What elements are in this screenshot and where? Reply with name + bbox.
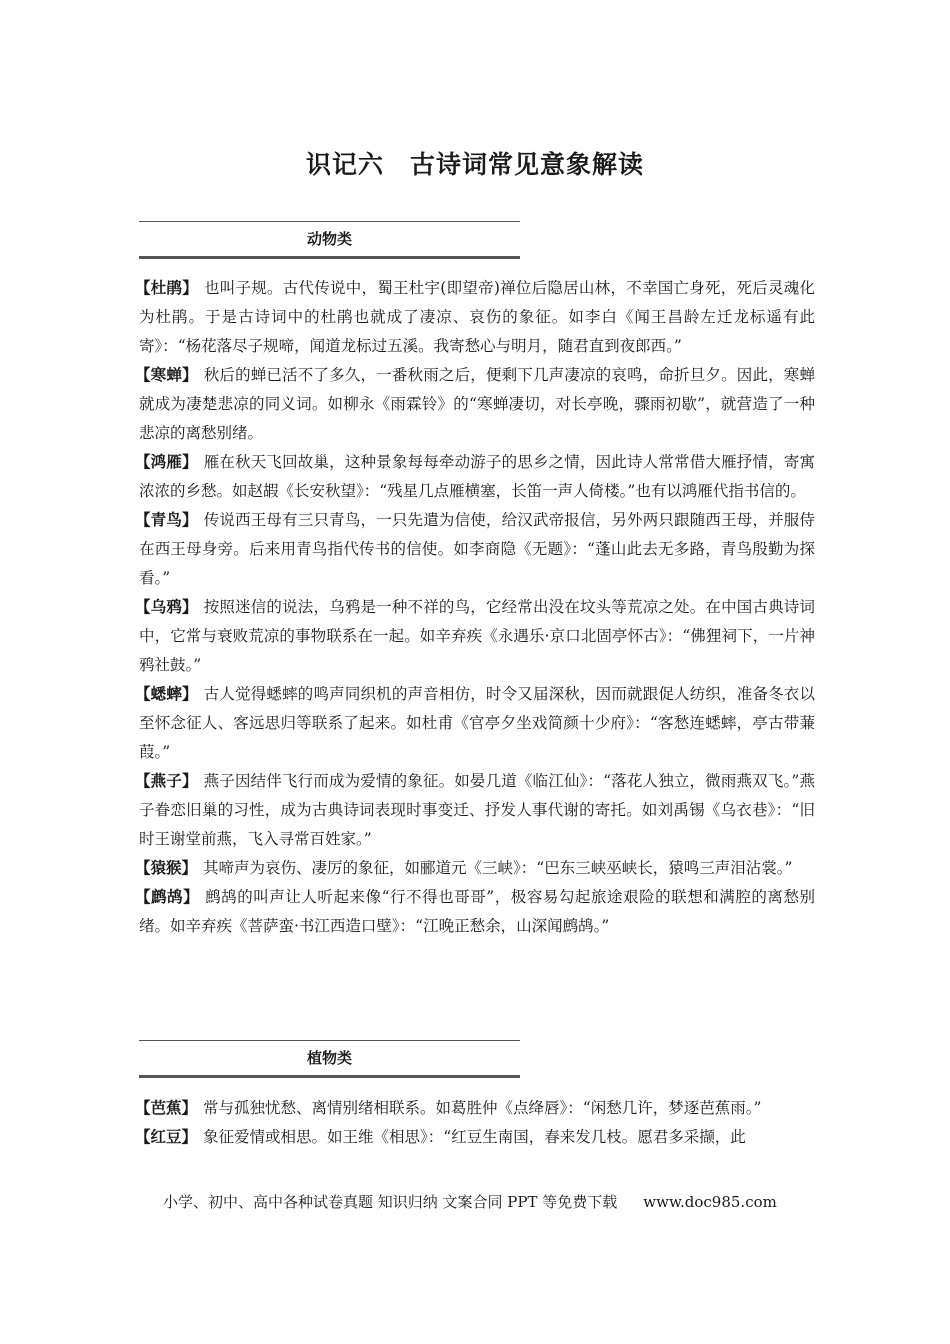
entry-text: 鹧鸪的叫声让人听起来像“行不得也哥哥”，极容易勾起旅途艰险的联想和满腔的离愁别绪。如辛弃疾《菩萨蛮·书江西造口壁》：“江晚正愁余，山深闻鹧鸪。” xyxy=(139,888,815,935)
entry-qingniao xyxy=(135,506,815,593)
entry-text: 按照迷信的说法，乌鸦是一种不祥的鸟，它经常出没在坟头等荒凉之处。在中国古典诗词中，它常与衰败荒凉的事物联系在一起。如辛弃疾《永遇乐·京口北固亭怀古》：“佛狸祠下，一片神鸦社鼓。” xyxy=(139,598,815,674)
term-label: 【鹧鸪】 xyxy=(135,888,200,906)
entries-plants xyxy=(135,1094,815,1152)
entry-text: 其啼声为哀伤、凄厉的象征，如郦道元《三峡》：“巴东三峡巫峡长，猿鸣三声泪沾裳。” xyxy=(203,859,793,877)
section-header-plants: 植物类 xyxy=(139,1040,520,1078)
section-header-animals: 动物类 xyxy=(139,221,520,259)
entry-text: 也叫子规。古代传说中，蜀王杜宇(即望帝)禅位后隐居山林，不幸国亡身死，死后灵魂化为杜鹃。于是古诗词中的杜鹃也就成了凄凉、哀伤的象征。如李白《闻王昌龄左迁龙标遥有此寄》：“杨花落尽子规啼，闻道龙标过五溪。我寄愁心与明月，随君直到夜郎西。” xyxy=(139,279,815,355)
footer-url[interactable]: www.doc985.com xyxy=(643,1193,777,1211)
entry-wuya xyxy=(135,593,815,680)
footer-text: 小学、初中、高中各种试卷真题 知识归纳 文案合同 PPT 等免费下载 xyxy=(163,1193,618,1211)
term-label: 【青鸟】 xyxy=(135,511,198,529)
term-label: 【杜鹃】 xyxy=(135,279,199,297)
term-label: 【寒蝉】 xyxy=(135,366,198,384)
term-label: 【蟋蟀】 xyxy=(135,685,198,703)
entries-animals xyxy=(135,274,815,941)
entry-text: 传说西王母有三只青鸟，一只先遣为信使，给汉武帝报信，另外两只跟随西王母，并服侍在西王母身旁。后来用青鸟指代传书的信使。如李商隐《无题》：“蓬山此去无多路，青鸟殷勤为探看。” xyxy=(139,511,815,587)
term-label: 【红豆】 xyxy=(135,1128,198,1146)
entry-hanchan xyxy=(135,361,815,448)
entry-yanzi xyxy=(135,767,815,854)
entry-text: 古人觉得蟋蟀的鸣声同织机的声音相仿，时令又届深秋，因而就跟促人纺织，准备冬衣以至怀念征人、客远思归等联系了起来。如杜甫《官亭夕坐戏简颜十少府》：“客愁连蟋蟀，亭古带蒹葭。” xyxy=(139,685,815,761)
page-title: 识记六 古诗词常见意象解读 xyxy=(305,150,644,179)
term-label: 【燕子】 xyxy=(135,772,198,790)
term-label: 【芭蕉】 xyxy=(135,1099,198,1117)
entry-text: 象征爱情或相思。如王维《相思》：“红豆生南国，春来发几枝。愿君多采撷，此 xyxy=(203,1128,746,1146)
entry-text: 燕子因结伴飞行而成为爱情的象征。如晏几道《临江仙》：“落花人独立，微雨燕双飞。”燕子眷恋旧巢的习性，成为古典诗词表现时事变迁、抒发人事代谢的寄托。如刘禹锡《乌衣巷》：“旧时王谢堂前燕，飞入寻常百姓家。” xyxy=(139,772,815,848)
term-label: 【猿猴】 xyxy=(135,859,198,877)
entry-text: 秋后的蝉已活不了多久，一番秋雨之后，便剩下几声凄凉的哀鸣，命折旦夕。因此，寒蝉就成为凄楚悲凉的同义词。如柳永《雨霖铃》的“寒蝉凄切，对长亭晚，骤雨初歇”，就营造了一种悲凉的离愁别绪。 xyxy=(139,366,815,442)
entry-hongyan xyxy=(135,448,815,506)
entry-xishuai xyxy=(135,680,815,767)
footer xyxy=(163,1190,803,1214)
term-label: 【乌鸦】 xyxy=(135,598,198,616)
entry-zhegu xyxy=(135,883,815,941)
entry-text: 常与孤独忧愁、离情别绪相联系。如葛胜仲《点绛唇》：“闲愁几许，梦逐芭蕉雨。” xyxy=(203,1099,762,1117)
entry-yuanhou xyxy=(135,854,815,883)
term-label: 【鸿雁】 xyxy=(135,453,198,471)
entry-text: 雁在秋天飞回故巢，这种景象每每牵动游子的思乡之情，因此诗人常常借大雁抒情，寄寓浓浓的乡愁。如赵嘏《长安秋望》：“残星几点雁横塞，长笛一声人倚楼。”也有以鸿雁代指书信的。 xyxy=(139,453,815,500)
entry-dujuan xyxy=(135,274,815,361)
entry-bajiao xyxy=(135,1094,815,1123)
entry-hongdou xyxy=(135,1123,815,1152)
